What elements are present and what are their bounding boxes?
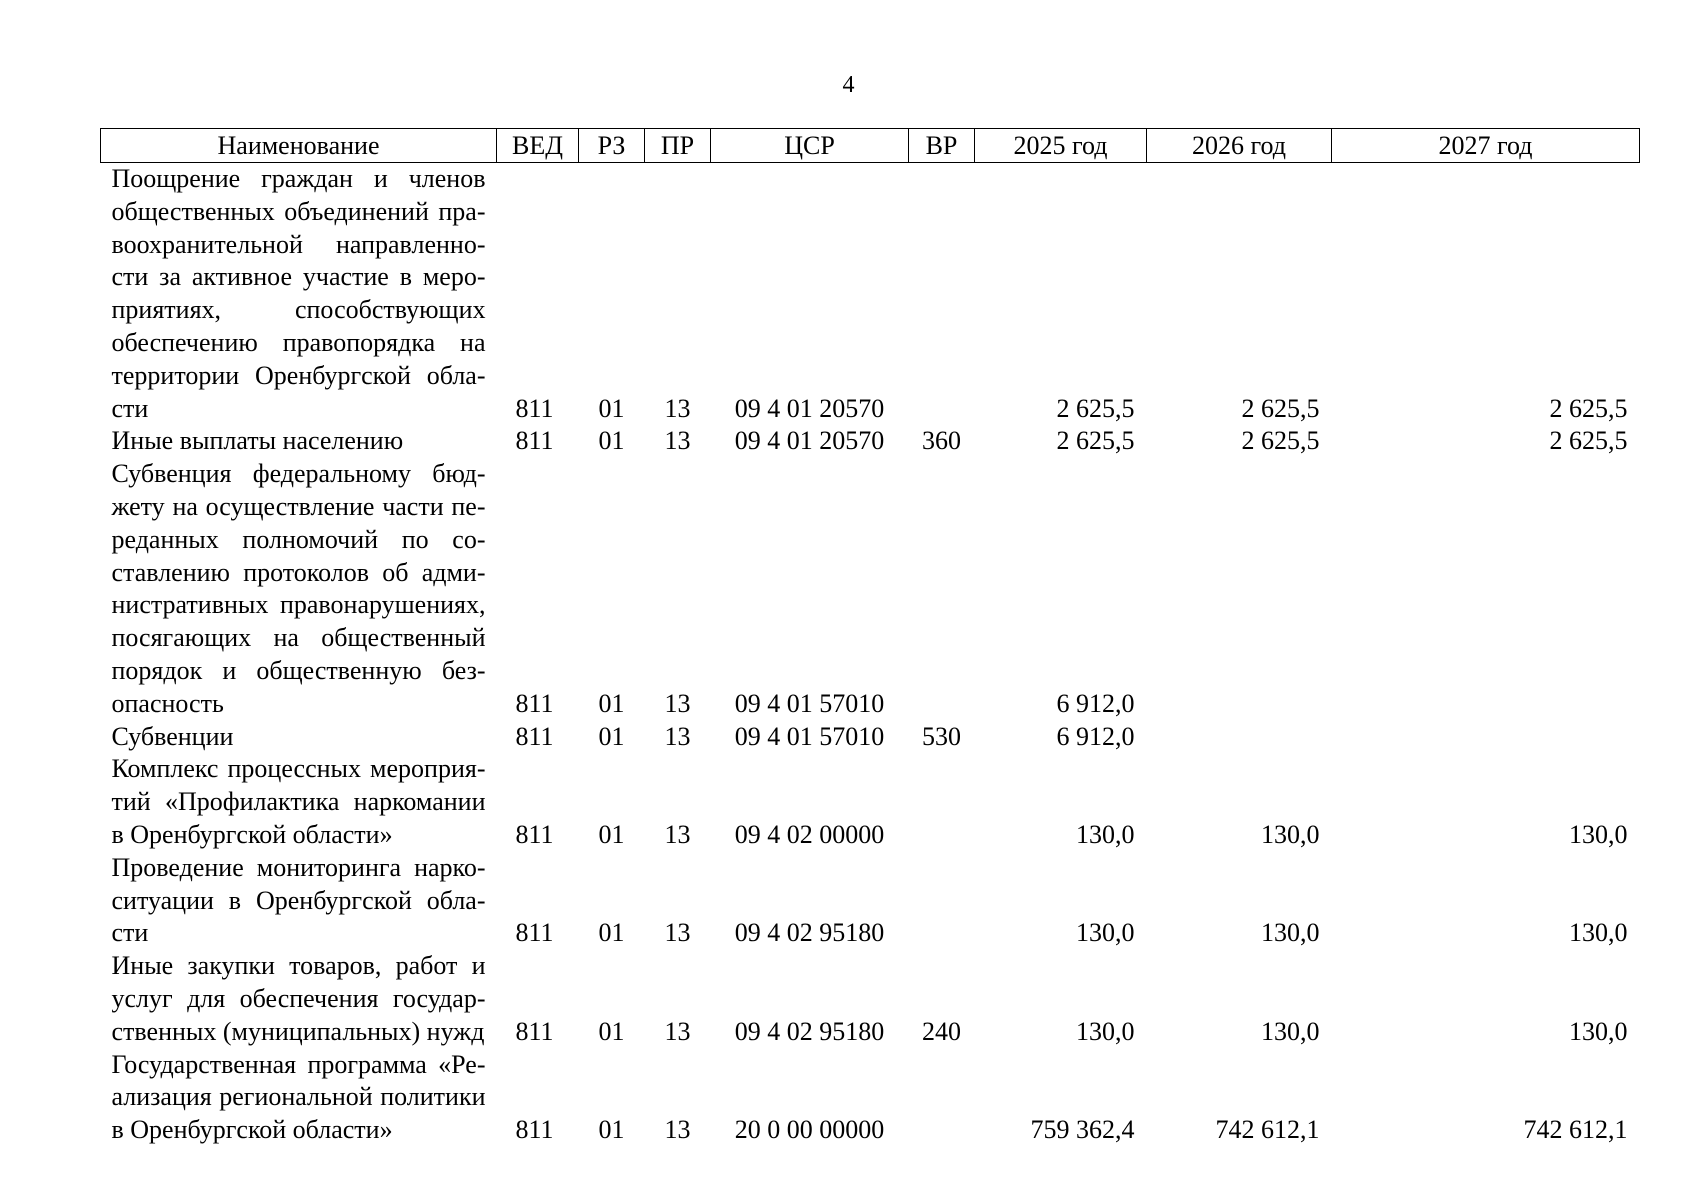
- cell-pr: 13: [664, 688, 691, 718]
- cell-name: [101, 458, 497, 720]
- cell-2026: [1147, 721, 1332, 754]
- cell-pr: 13: [664, 918, 691, 948]
- header-2025: 2025 год: [975, 129, 1147, 163]
- header-pr: ПР: [645, 129, 711, 163]
- cell-ved: 811: [515, 918, 554, 948]
- cell-csr: 09 4 01 20570: [734, 393, 885, 423]
- cell-2025: 130,0: [1076, 1016, 1135, 1046]
- cell-name: [101, 753, 497, 851]
- cell-ved: 811: [515, 721, 554, 751]
- table-row: [101, 950, 1640, 1048]
- cell-csr: 09 4 02 95180: [734, 918, 885, 948]
- name-line: Проведение мониторинга нарко-: [111, 852, 486, 882]
- cell-rz: 01: [598, 918, 625, 948]
- name-line: жету на осуществление части пе-: [111, 491, 486, 521]
- cell-vr: 360: [922, 426, 961, 456]
- cell-2026: 742 612,1: [1215, 1115, 1320, 1145]
- cell-name: [101, 852, 497, 950]
- cell-2025: 130,0: [1076, 918, 1135, 948]
- cell-csr: 09 4 02 00000: [734, 819, 885, 849]
- cell-csr: 09 4 01 57010: [734, 688, 885, 718]
- table-body: [101, 163, 1640, 1147]
- budget-table: [100, 128, 1640, 1147]
- name-line: в Оренбургской области»: [111, 819, 393, 849]
- cell-pr: 13: [664, 1016, 691, 1046]
- name-line: Субвенция федеральному бюд-: [111, 459, 486, 489]
- cell-2025: 6 912,0: [1056, 721, 1135, 751]
- cell-2025: 759 362,4: [1030, 1115, 1135, 1145]
- cell-name: [101, 1049, 497, 1147]
- cell-vr: [909, 458, 975, 720]
- cell-csr: 20 0 00 00000: [734, 1115, 885, 1145]
- cell-2025: 2 625,5: [1056, 426, 1135, 456]
- name-line: сти за активное участие в меро-: [111, 262, 486, 292]
- cell-ved: 811: [515, 426, 554, 456]
- cell-2027: 2 625,5: [1549, 393, 1628, 423]
- name-line: сти: [111, 393, 149, 423]
- cell-vr: [909, 852, 975, 950]
- name-line: нистративных правонарушениях,: [111, 590, 486, 620]
- cell-pr: 13: [664, 426, 691, 456]
- cell-2026: 2 625,5: [1241, 426, 1320, 456]
- name-line: реданных полномочий по со-: [111, 524, 486, 554]
- cell-rz: 01: [598, 393, 625, 423]
- header-rz: РЗ: [579, 129, 645, 163]
- name-line: порядок и общественную без-: [111, 655, 486, 685]
- name-line: ализация региональной политики: [111, 1082, 486, 1112]
- cell-vr: 240: [922, 1016, 961, 1046]
- cell-pr: 13: [664, 1115, 691, 1145]
- cell-ved: 811: [515, 1016, 554, 1046]
- name-line: опасность: [111, 688, 224, 718]
- header-2026: 2026 год: [1147, 129, 1332, 163]
- cell-name: [101, 163, 497, 426]
- name-line: Комплекс процессных мероприя-: [111, 754, 486, 784]
- table-row: [101, 753, 1640, 851]
- cell-2025: 2 625,5: [1056, 393, 1135, 423]
- cell-2025: 6 912,0: [1056, 688, 1135, 718]
- name-line: ситуации в Оренбургской обла-: [111, 885, 486, 915]
- name-line: общественных объединений пра-: [111, 196, 486, 226]
- cell-ved: 811: [515, 393, 554, 423]
- cell-rz: 01: [598, 819, 625, 849]
- cell-rz: 01: [598, 1016, 625, 1046]
- cell-2026: [1147, 458, 1332, 720]
- name-line: Субвенции: [111, 721, 234, 751]
- cell-name: [101, 721, 497, 754]
- cell-2027: 130,0: [1569, 1016, 1628, 1046]
- header-vr: ВР: [909, 129, 975, 163]
- cell-rz: 01: [598, 1115, 625, 1145]
- cell-2027: [1332, 721, 1640, 754]
- cell-name: [101, 425, 497, 458]
- cell-rz: 01: [598, 688, 625, 718]
- name-line: Иные выплаты населению: [111, 426, 404, 456]
- name-line: ственных (муниципальных) нужд: [111, 1016, 485, 1046]
- cell-2027: 742 612,1: [1523, 1115, 1628, 1145]
- cell-csr: 09 4 02 95180: [734, 1016, 885, 1046]
- table-row: [101, 458, 1640, 720]
- cell-2027: 130,0: [1569, 918, 1628, 948]
- cell-2026: 130,0: [1261, 819, 1320, 849]
- cell-ved: 811: [515, 819, 554, 849]
- name-line: приятиях, способствующих: [111, 295, 486, 325]
- header-2027: 2027 год: [1332, 129, 1640, 163]
- table-row: [101, 1049, 1640, 1147]
- name-line: территории Оренбургской обла-: [111, 360, 486, 390]
- header-name: Наименование: [101, 129, 497, 163]
- table-row: [101, 163, 1640, 426]
- name-line: в Оренбургской области»: [111, 1115, 393, 1145]
- cell-name: [101, 950, 497, 1048]
- cell-2027: [1332, 458, 1640, 720]
- name-line: обеспечению правопорядка на: [111, 327, 486, 357]
- page-number: 4: [842, 72, 855, 98]
- table-header-row: [101, 129, 1640, 163]
- cell-2027: 2 625,5: [1549, 426, 1628, 456]
- cell-csr: 09 4 01 57010: [734, 721, 885, 751]
- cell-csr: 09 4 01 20570: [734, 426, 885, 456]
- name-line: тий «Профилактика наркомании: [111, 787, 486, 817]
- cell-2025: 130,0: [1076, 819, 1135, 849]
- cell-2026: 130,0: [1261, 918, 1320, 948]
- name-line: Поощрение граждан и членов: [111, 164, 486, 193]
- cell-vr: [909, 1049, 975, 1147]
- cell-2027: 130,0: [1569, 819, 1628, 849]
- cell-vr: [909, 753, 975, 851]
- cell-pr: 13: [664, 819, 691, 849]
- cell-vr: 530: [922, 721, 961, 751]
- name-line: ставлению протоколов об адми-: [111, 557, 486, 587]
- name-line: сти: [111, 918, 149, 948]
- cell-pr: 13: [664, 393, 691, 423]
- cell-2026: 2 625,5: [1241, 393, 1320, 423]
- cell-2026: 130,0: [1261, 1016, 1320, 1046]
- cell-ved: 811: [515, 1115, 554, 1145]
- cell-rz: 01: [598, 721, 625, 751]
- name-line: воохранительной направленно-: [111, 229, 486, 259]
- cell-pr: 13: [664, 721, 691, 751]
- table-row: [101, 721, 1640, 754]
- table-row: [101, 425, 1640, 458]
- name-line: услуг для обеспечения государ-: [111, 983, 486, 1013]
- cell-vr: [909, 163, 975, 426]
- cell-ved: 811: [515, 688, 554, 718]
- cell-rz: 01: [598, 426, 625, 456]
- name-line: Государственная программа «Ре-: [111, 1049, 486, 1079]
- table-row: [101, 852, 1640, 950]
- header-csr: ЦСР: [711, 129, 909, 163]
- name-line: посягающих на общественный: [111, 623, 486, 653]
- name-line: Иные закупки товаров, работ и: [111, 951, 486, 981]
- header-ved: ВЕД: [497, 129, 579, 163]
